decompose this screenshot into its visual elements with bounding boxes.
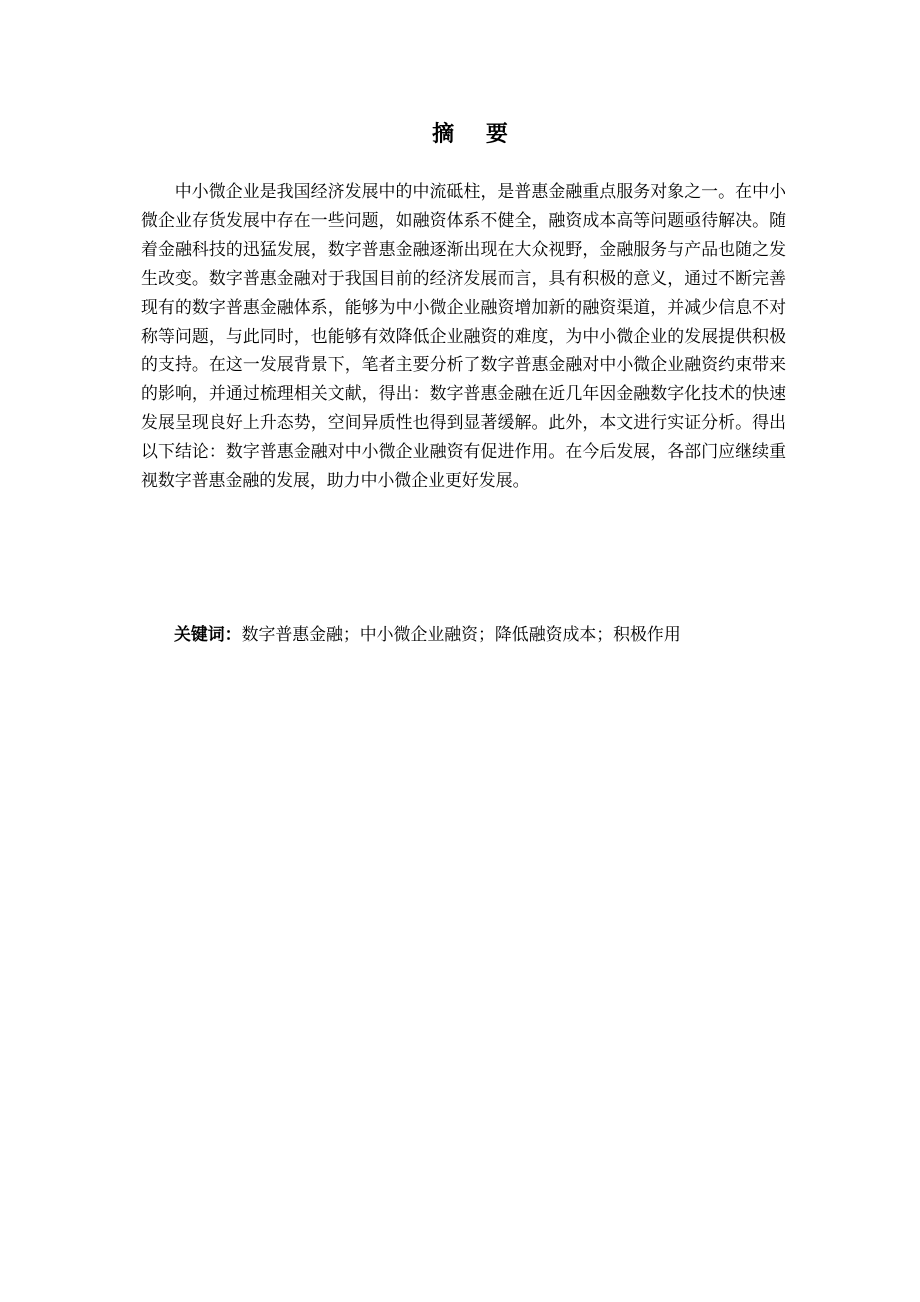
abstract-body: 中小微企业是我国经济发展中的中流砥柱，是普惠金融重点服务对象之一。在中小微企业存货发展中存在一些问题，如融资体系不健全，融资成本高等问题亟待解决。随着金融科技的迅猛发展，数字普惠金融逐渐出现在大众视野，金融服务与产品也随之发生改变。数字普惠金融对于我国目前的经济发展而言，具有积极的意义，通过不断完善现有的数字普惠金融体系，能够为中小微企业融资增加新的融资渠道，并减少信息不对称等问题，与此同时，也能够有效降低企业融资的难度，为中小微企业的发展提供积极的支持。在这一发展背景下，笔者主要分析了数字普惠金融对中小微企业融资约束带来的影响，并通过梳理相关文献，得出：数字普惠金融在近几年因金融数字化技术的快速发展呈现良好上升态势，空间异质性也得到显著缓解。此外，本文进行实证分析。得出以下结论：数字普惠金融对中小微企业融资有促进作用。在今后发展，各部门应继续重视数字普惠金融的发展，助力中小微企业更好发展。: [141, 181, 786, 491]
keywords-line: [174, 620, 794, 648]
abstract-title: 摘 要: [432, 122, 520, 147]
keywords-text: 数字普惠金融；中小微企业融资；降低融资成本；积极作用: [241, 624, 681, 644]
keywords-label: 关键词：: [174, 624, 242, 644]
